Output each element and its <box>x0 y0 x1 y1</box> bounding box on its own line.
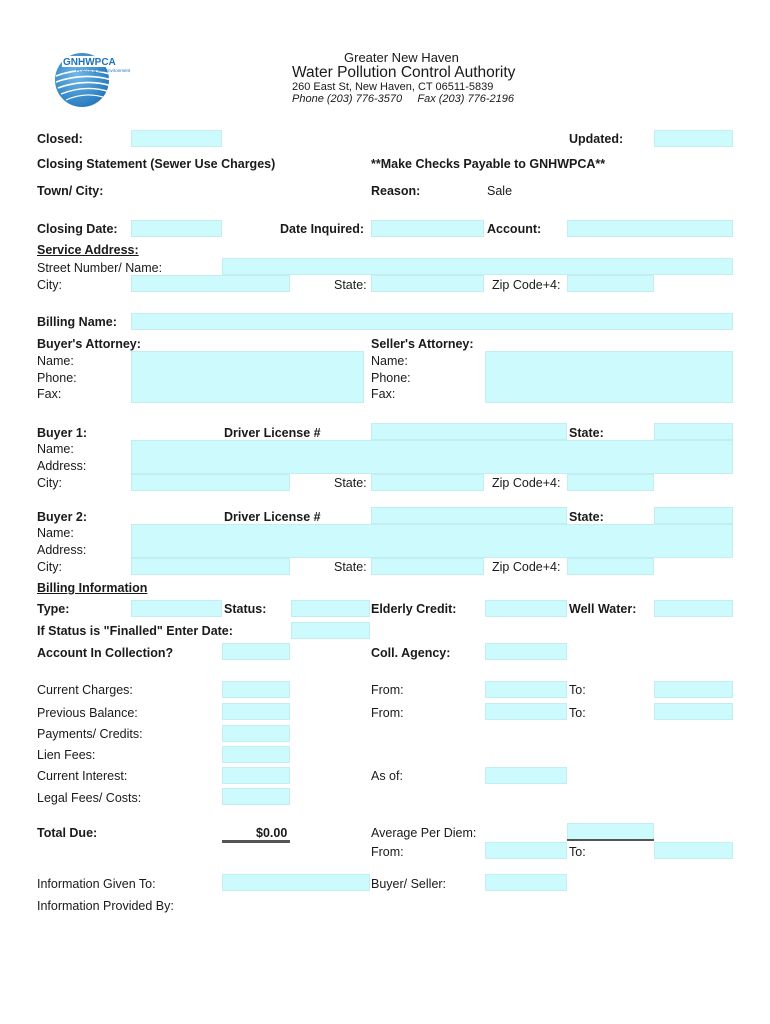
legal-fees-label: Legal Fees/ Costs: <box>37 791 142 805</box>
average-per-diem-field[interactable] <box>567 823 654 840</box>
header-phone: Phone (203) 776-3570 Fax (203) 776-2196 <box>292 93 514 105</box>
coll-agency-field[interactable] <box>485 643 567 660</box>
buyer2-heading: Buyer 2: <box>37 510 88 524</box>
account-collection-field[interactable] <box>222 643 290 660</box>
date-inquired-label: Date Inquired: <box>280 222 365 236</box>
total-due-label: Total Due: <box>37 826 98 840</box>
per-diem-rule <box>567 839 654 841</box>
buyer2-state-field[interactable] <box>371 558 484 575</box>
buyers-attorney-name-label: Name: <box>37 354 74 368</box>
status-field[interactable] <box>291 600 370 617</box>
lien-fees-label: Lien Fees: <box>37 748 96 762</box>
sellers-attorney-phone-label: Phone: <box>371 371 411 385</box>
buyer-seller-field[interactable] <box>485 874 567 891</box>
payments-credits-label: Payments/ Credits: <box>37 727 143 741</box>
service-state-label: State: <box>334 278 367 292</box>
billing-name-field[interactable] <box>131 313 733 330</box>
status-label: Status: <box>224 602 267 616</box>
updated-label: Updated: <box>569 132 624 146</box>
current-charges-from-label: From: <box>371 683 404 697</box>
current-charges-to-label: To: <box>569 683 586 697</box>
total-due-underline <box>222 840 290 843</box>
well-water-label: Well Water: <box>569 602 637 616</box>
info-given-to-field[interactable] <box>222 874 370 891</box>
sellers-attorney-fax-label: Fax: <box>371 387 396 401</box>
account-collection-label: Account In Collection? <box>37 646 174 660</box>
updated-field[interactable] <box>654 130 733 147</box>
service-address-heading: Service Address: <box>37 243 139 257</box>
buyer2-license-state-field[interactable] <box>654 507 733 524</box>
sellers-attorney-heading: Seller's Attorney: <box>371 337 474 351</box>
header-line1: Greater New Haven <box>344 50 459 65</box>
buyer2-state-label: State: <box>334 560 367 574</box>
well-water-field[interactable] <box>654 600 733 617</box>
current-charges-to-field[interactable] <box>654 681 733 698</box>
buyer1-license-state-label: State: <box>569 426 604 440</box>
finalled-date-label: If Status is "Finalled" Enter Date: <box>37 624 233 638</box>
town-city-label: Town/ City: <box>37 184 104 198</box>
current-interest-label: Current Interest: <box>37 769 128 783</box>
buyer2-city-field[interactable] <box>131 558 290 575</box>
header-org-name: Water Pollution Control Authority <box>292 64 516 81</box>
per-diem-from-label: From: <box>371 845 404 859</box>
previous-balance-from-field[interactable] <box>485 703 567 720</box>
buyer2-license-label: Driver License # <box>224 510 321 524</box>
info-given-to-label: Information Given To: <box>37 877 156 891</box>
gnhwpca-logo <box>52 48 130 110</box>
payments-credits-field[interactable] <box>222 725 290 742</box>
buyer2-zip-label: Zip Code+4: <box>492 560 561 574</box>
reason-label: Reason: <box>371 184 421 198</box>
buyer1-name-address-field[interactable] <box>131 440 733 474</box>
info-provided-by-label: Information Provided By: <box>37 899 174 913</box>
closing-date-label: Closing Date: <box>37 222 118 236</box>
per-diem-from-field[interactable] <box>485 842 567 859</box>
per-diem-to-field[interactable] <box>654 842 733 859</box>
logo-wordmark: GNHWPCA <box>63 57 116 68</box>
total-due-value: $0.00 <box>256 826 288 840</box>
buyers-attorney-phone-label: Phone: <box>37 371 77 385</box>
per-diem-to-label: To: <box>569 845 586 859</box>
buyer1-license-label: Driver License # <box>224 426 321 440</box>
as-of-label: As of: <box>371 769 403 783</box>
buyers-attorney-heading: Buyer's Attorney: <box>37 337 141 351</box>
billing-information-heading: Billing Information <box>37 581 148 595</box>
reason-value: Sale <box>487 184 513 198</box>
closing-date-field[interactable] <box>131 220 222 237</box>
type-field[interactable] <box>131 600 222 617</box>
account-field[interactable] <box>567 220 733 237</box>
previous-balance-to-field[interactable] <box>654 703 733 720</box>
service-zip-field[interactable] <box>567 275 654 292</box>
previous-balance-label: Previous Balance: <box>37 706 138 720</box>
service-city-field[interactable] <box>131 275 290 292</box>
buyer1-address-label: Address: <box>37 459 87 473</box>
buyer2-license-field[interactable] <box>371 507 567 524</box>
sellers-attorney-name-label: Name: <box>371 354 408 368</box>
previous-balance-to-label: To: <box>569 706 586 720</box>
buyer2-name-address-field[interactable] <box>131 524 733 558</box>
legal-fees-field[interactable] <box>222 788 290 805</box>
coll-agency-label: Coll. Agency: <box>371 646 451 660</box>
finalled-date-field[interactable] <box>291 622 370 639</box>
buyer1-city-label: City: <box>37 476 62 490</box>
buyer2-address-label: Address: <box>37 543 87 557</box>
date-inquired-field[interactable] <box>371 220 484 237</box>
street-label: Street Number/ Name: <box>37 261 163 275</box>
type-label: Type: <box>37 602 70 616</box>
buyer2-zip-field[interactable] <box>567 558 654 575</box>
buyer2-name-label: Name: <box>37 526 74 540</box>
buyer1-city-field[interactable] <box>131 474 290 491</box>
buyer1-license-state-field[interactable] <box>654 423 733 440</box>
make-checks-note: **Make Checks Payable to GNHWPCA** <box>371 157 606 171</box>
closed-field[interactable] <box>131 130 222 147</box>
closed-label: Closed: <box>37 132 83 146</box>
buyer-seller-label: Buyer/ Seller: <box>371 877 447 891</box>
sellers-attorney-field[interactable] <box>485 351 733 403</box>
buyer2-city-label: City: <box>37 560 62 574</box>
elderly-credit-field[interactable] <box>485 600 567 617</box>
buyer1-license-field[interactable] <box>371 423 567 440</box>
buyer1-zip-label: Zip Code+4: <box>492 476 561 490</box>
service-state-field[interactable] <box>371 275 484 292</box>
buyer1-name-label: Name: <box>37 442 74 456</box>
average-per-diem-label: Average Per Diem: <box>371 826 477 840</box>
as-of-field[interactable] <box>485 767 567 784</box>
header-address: 260 East St, New Haven, CT 06511-5839 <box>292 81 494 93</box>
service-city-label: City: <box>37 278 62 292</box>
lien-fees-field[interactable] <box>222 746 290 763</box>
street-field[interactable] <box>222 258 733 275</box>
buyer1-heading: Buyer 1: <box>37 426 88 440</box>
elderly-credit-label: Elderly Credit: <box>371 602 457 616</box>
buyer1-state-label: State: <box>334 476 367 490</box>
current-interest-field[interactable] <box>222 767 290 784</box>
buyers-attorney-fax-label: Fax: <box>37 387 62 401</box>
current-charges-label: Current Charges: <box>37 683 133 697</box>
current-charges-from-field[interactable] <box>485 681 567 698</box>
previous-balance-from-label: From: <box>371 706 404 720</box>
previous-balance-field[interactable] <box>222 703 290 720</box>
account-label: Account: <box>487 222 542 236</box>
current-charges-field[interactable] <box>222 681 290 698</box>
logo-tagline: Protecting the Environment <box>76 68 130 73</box>
service-zip-label: Zip Code+4: <box>492 278 561 292</box>
buyer1-state-field[interactable] <box>371 474 484 491</box>
buyer1-zip-field[interactable] <box>567 474 654 491</box>
buyers-attorney-field[interactable] <box>131 351 364 403</box>
billing-name-label: Billing Name: <box>37 315 117 329</box>
closing-statement-title: Closing Statement (Sewer Use Charges) <box>37 157 276 171</box>
buyer2-license-state-label: State: <box>569 510 604 524</box>
